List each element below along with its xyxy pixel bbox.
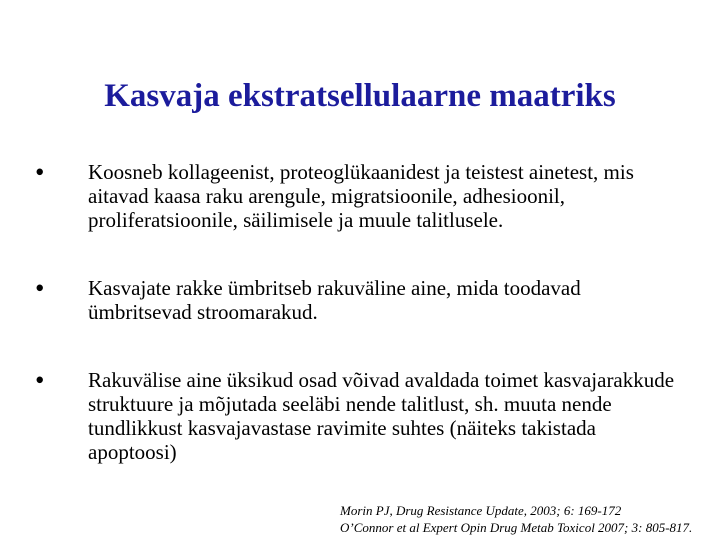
bullet-text: Koosneb kollageenist, proteoglükaanidest ja teistest ainetest, mis aitavad kaasa raku arengule, migratsioonile, adhesioonil, proliferatsioonile, säilimisele ja muule talitlusele. <box>88 160 634 232</box>
bullet-dot-icon: • <box>35 273 45 303</box>
bullet-dot-icon: • <box>35 365 45 395</box>
slide-title: Kasvaja ekstratsellulaarne maatriks <box>104 78 616 114</box>
bullet-dot-icon: • <box>35 157 45 187</box>
bullet-item <box>34 273 684 324</box>
bullet-item <box>34 157 684 232</box>
references <box>340 502 718 536</box>
reference-line: O’Connor et al Expert Opin Drug Metab Toxicol 2007; 3: 805-817. <box>340 520 693 535</box>
bullet-list <box>34 157 684 464</box>
reference-line: Morin PJ, Drug Resistance Update, 2003; 6: 169-172 <box>340 503 622 518</box>
bullet-text: Rakuvälise aine üksikud osad võivad avaldada toimet kasvajarakkude struktuure ja mõjutada seeläbi nende talitlust, sh. muuta nende tundlikkust kasvajavastase ravimite suhtes (näiteks takistada apoptoosi) <box>88 368 675 464</box>
bullet-text: Kasvajate rakke ümbritseb rakuväline aine, mida toodavad ümbritsevad stroomarakud. <box>88 276 581 324</box>
bullet-item <box>34 365 684 464</box>
